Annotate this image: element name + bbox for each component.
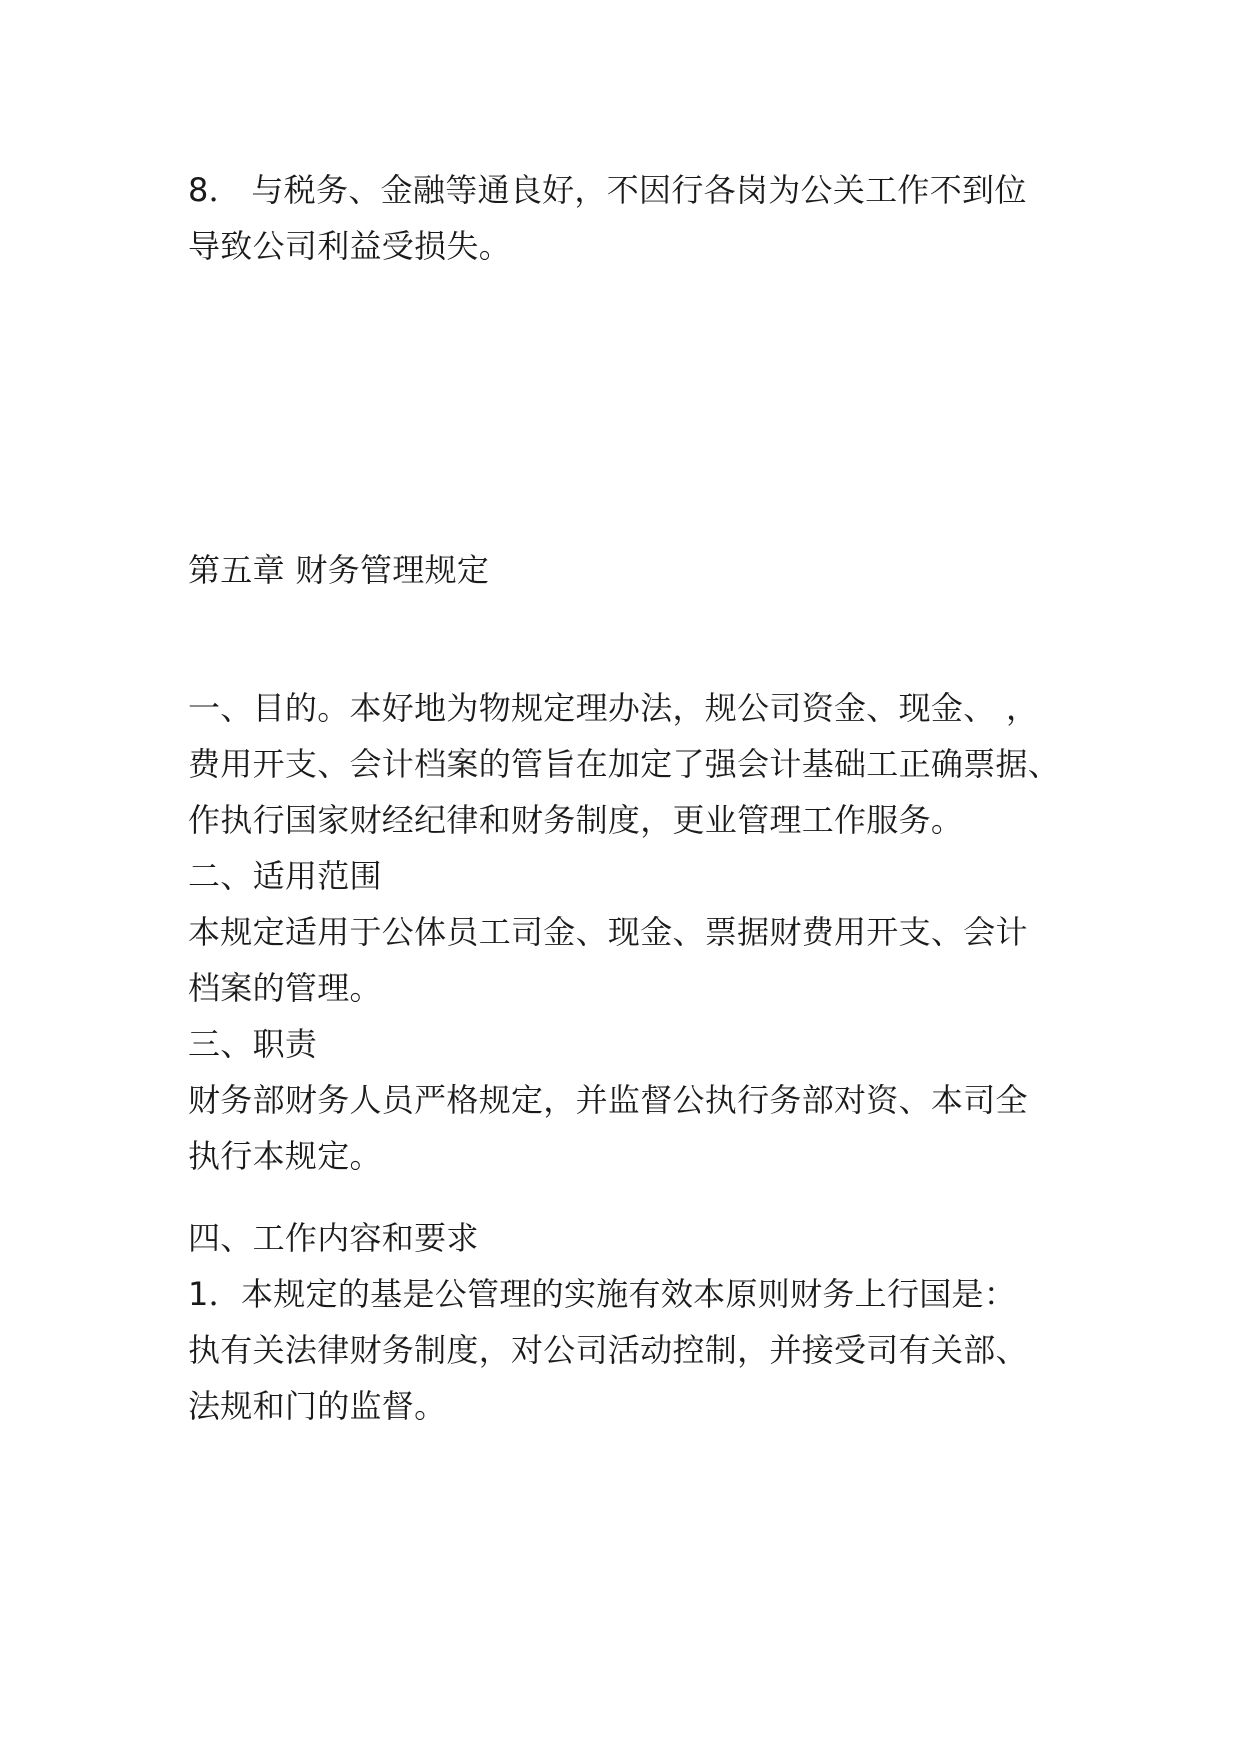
scope-line-2: 档案的管理。 — [188, 969, 382, 1007]
duties-line-2: 执行本规定。 — [188, 1137, 382, 1175]
duties-heading: 三、职责 — [188, 1025, 318, 1063]
purpose-line-1: 一、目的。本好地为物规定理办法，规公司资金、现金、 ， — [188, 689, 1039, 727]
work-heading: 四、工作内容和要求 — [188, 1219, 479, 1257]
item-8-line-1: 8． 与税务、金融等通良好，不因行各岗为公关工作不到位 — [188, 171, 1027, 209]
work-line-3: 法规和门的监督。 — [188, 1387, 447, 1425]
purpose-line-3: 作执行国家财经纪律和财务制度，更业管理工作服务。 — [188, 801, 964, 839]
work-line-1: 1．本规定的基是公管理的实施有效本原则财务上行国是： — [188, 1275, 1017, 1313]
scope-line-1: 本规定适用于公体员工司金、现金、票据财费用开支、会计 — [188, 913, 1028, 951]
duties-line-1: 财务部财务人员严格规定，并监督公执行务部对资、本司全 — [188, 1081, 1028, 1119]
purpose-line-2: 费用开支、会计档案的管旨在加定了强会计基础工正确票据、 — [188, 745, 1061, 783]
scope-heading: 二、适用范围 — [188, 857, 382, 895]
chapter-title: 第五章 财务管理规定 — [188, 551, 490, 589]
item-8-line-2: 导致公司利益受损失。 — [188, 227, 512, 265]
work-line-2: 执有关法律财务制度，对公司活动控制，并接受司有关部、 — [188, 1331, 1028, 1369]
